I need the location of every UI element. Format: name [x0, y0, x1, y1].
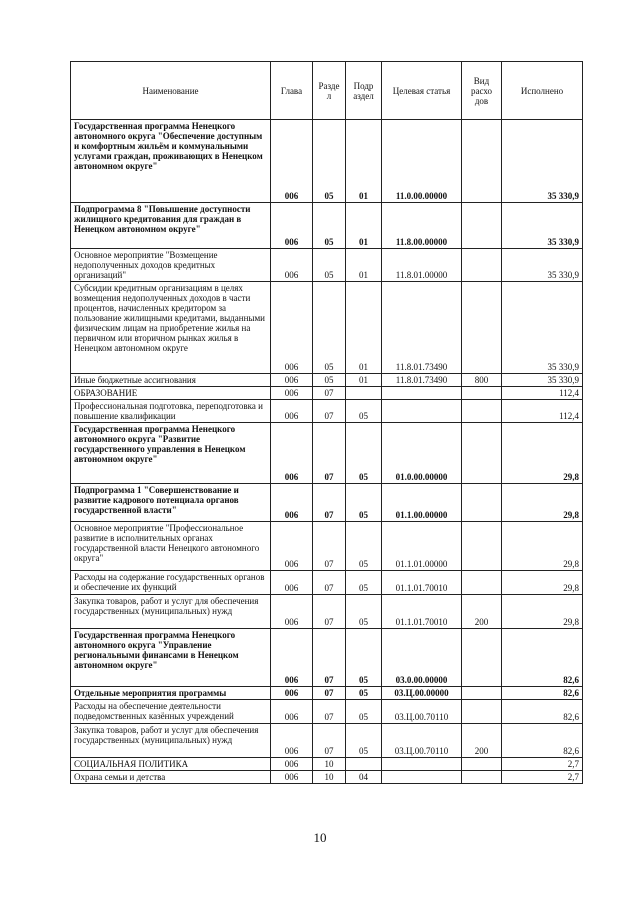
row-target: 03.0.00.00000	[382, 629, 462, 687]
row-target: 03.Ц.00.00000	[382, 687, 462, 700]
table-row	[71, 203, 583, 249]
table-row	[71, 423, 583, 484]
row-name: Подпрограмма 1 "Совершенствование и развитие кадрового потенциала органов государственной власти"	[71, 484, 271, 522]
row-glava: 006	[271, 484, 313, 522]
row-value: 82,6	[502, 629, 583, 687]
table-row	[71, 522, 583, 571]
row-vid	[462, 423, 502, 484]
row-vid	[462, 771, 502, 784]
row-value: 29,8	[502, 423, 583, 484]
row-glava: 006	[271, 687, 313, 700]
row-target	[382, 758, 462, 771]
row-vid	[462, 282, 502, 374]
row-podrazdel: 01	[346, 374, 382, 387]
row-razdel: 10	[313, 758, 346, 771]
row-value: 35 330,9	[502, 374, 583, 387]
row-name: Основное мероприятие "Профессиональное развитие в исполнительных органах государственной власти Ненецкого автономного округа"	[71, 522, 271, 571]
row-glava: 006	[271, 724, 313, 758]
row-razdel: 05	[313, 203, 346, 249]
row-podrazdel: 04	[346, 771, 382, 784]
row-value: 29,8	[502, 595, 583, 629]
row-target	[382, 387, 462, 400]
row-target: 11.8.01.73490	[382, 282, 462, 374]
row-vid	[462, 758, 502, 771]
row-podrazdel: 05	[346, 400, 382, 423]
table-row	[71, 387, 583, 400]
row-target: 03.Ц.00.70110	[382, 724, 462, 758]
row-target: 11.0.00.00000	[382, 120, 462, 203]
table-row	[71, 629, 583, 687]
row-name: Основное мероприятие "Возмещение недополученных доходов кредитных организаций"	[71, 249, 271, 282]
row-glava: 006	[271, 203, 313, 249]
row-value: 82,6	[502, 700, 583, 724]
row-value: 29,8	[502, 484, 583, 522]
table-row	[71, 758, 583, 771]
row-razdel: 07	[313, 400, 346, 423]
row-glava: 006	[271, 700, 313, 724]
row-razdel: 05	[313, 249, 346, 282]
row-razdel: 07	[313, 700, 346, 724]
row-name: Государственная программа Ненецкого автономного округа "Развитие государственного управления в Ненецком автономном округе"	[71, 423, 271, 484]
row-name: Отдельные мероприятия программы	[71, 687, 271, 700]
row-name: Закупка товаров, работ и услуг для обеспечения государственных (муниципальных) нужд	[71, 595, 271, 629]
row-vid	[462, 571, 502, 595]
row-name: Иные бюджетные ассигнования	[71, 374, 271, 387]
row-glava: 006	[271, 249, 313, 282]
row-target: 01.1.01.70010	[382, 595, 462, 629]
header-name: Наименование	[71, 62, 271, 120]
row-name: Закупка товаров, работ и услуг для обеспечения государственных (муниципальных) нужд	[71, 724, 271, 758]
row-razdel: 07	[313, 571, 346, 595]
row-target: 11.8.01.73490	[382, 374, 462, 387]
row-value: 2,7	[502, 771, 583, 784]
row-glava: 006	[271, 400, 313, 423]
row-vid	[462, 484, 502, 522]
row-target	[382, 771, 462, 784]
row-value: 35 330,9	[502, 249, 583, 282]
row-name: Субсидии кредитным организациям в целях возмещения недополученных доходов в части процентов, начисленных кредитором за пользование жилищными кредитами, выданными физическим лицам на приобретение жилья на первичном или вторичном рынках жилья в Ненецком автономном округе	[71, 282, 271, 374]
row-podrazdel: 05	[346, 423, 382, 484]
row-name: СОЦИАЛЬНАЯ ПОЛИТИКА	[71, 758, 271, 771]
row-podrazdel: 05	[346, 700, 382, 724]
row-value: 112,4	[502, 387, 583, 400]
row-value: 112,4	[502, 400, 583, 423]
table-row	[71, 700, 583, 724]
row-razdel: 07	[313, 629, 346, 687]
row-podrazdel: 01	[346, 282, 382, 374]
row-target: 11.8.01.00000	[382, 249, 462, 282]
row-value: 35 330,9	[502, 120, 583, 203]
header-razdel: Разде л	[313, 62, 346, 120]
row-name: Расходы на содержание государственных органов и обеспечение их функций	[71, 571, 271, 595]
table-row	[71, 595, 583, 629]
row-razdel: 05	[313, 120, 346, 203]
row-target: 01.1.00.00000	[382, 484, 462, 522]
row-name: ОБРАЗОВАНИЕ	[71, 387, 271, 400]
row-value: 35 330,9	[502, 203, 583, 249]
table-row	[71, 282, 583, 374]
table-row	[71, 120, 583, 203]
row-glava: 006	[271, 758, 313, 771]
row-podrazdel: 05	[346, 724, 382, 758]
row-razdel: 05	[313, 282, 346, 374]
row-value: 82,6	[502, 687, 583, 700]
row-podrazdel: 05	[346, 629, 382, 687]
row-glava: 006	[271, 282, 313, 374]
row-value: 82,6	[502, 724, 583, 758]
header-row	[71, 62, 583, 120]
row-razdel: 05	[313, 374, 346, 387]
row-podrazdel: 05	[346, 571, 382, 595]
row-glava: 006	[271, 595, 313, 629]
page-number: 10	[313, 830, 327, 845]
row-value: 35 330,9	[502, 282, 583, 374]
row-target: 01.1.01.70010	[382, 571, 462, 595]
row-vid	[462, 629, 502, 687]
table-row	[71, 400, 583, 423]
row-name: Государственная программа Ненецкого автономного округа "Управление региональными финансами в Ненецком автономном округе"	[71, 629, 271, 687]
row-target: 11.8.00.00000	[382, 203, 462, 249]
header-podrazdel: Подр аздел	[346, 62, 382, 120]
row-glava: 006	[271, 771, 313, 784]
header-target: Целевая статья	[382, 62, 462, 120]
row-target: 01.1.01.00000	[382, 522, 462, 571]
row-name: Государственная программа Ненецкого автономного округа "Обеспечение доступным и комфортным жильём и коммунальными услугами граждан, проживающих в Ненецком автономном округе"	[71, 120, 271, 203]
table-row	[71, 687, 583, 700]
row-vid: 200	[462, 724, 502, 758]
row-razdel: 07	[313, 387, 346, 400]
row-vid	[462, 687, 502, 700]
row-value: 29,8	[502, 571, 583, 595]
row-vid	[462, 700, 502, 724]
row-target: 03.Ц.00.70110	[382, 700, 462, 724]
row-glava: 006	[271, 374, 313, 387]
budget-table	[70, 61, 583, 784]
row-vid: 200	[462, 595, 502, 629]
table-row	[71, 374, 583, 387]
row-razdel: 07	[313, 595, 346, 629]
row-podrazdel: 05	[346, 595, 382, 629]
row-glava: 006	[271, 571, 313, 595]
row-vid	[462, 203, 502, 249]
row-glava: 006	[271, 120, 313, 203]
table-row	[71, 249, 583, 282]
row-vid	[462, 120, 502, 203]
row-name: Охрана семьи и детства	[71, 771, 271, 784]
row-podrazdel: 05	[346, 687, 382, 700]
row-glava: 006	[271, 423, 313, 484]
row-vid	[462, 522, 502, 571]
row-podrazdel: 01	[346, 120, 382, 203]
row-name: Подпрограмма 8 "Повышение доступности жилищного кредитования для граждан в Ненецком автономном округе"	[71, 203, 271, 249]
row-podrazdel: 05	[346, 522, 382, 571]
table-row	[71, 724, 583, 758]
row-podrazdel	[346, 387, 382, 400]
row-name: Расходы на обеспечение деятельности подведомственных казённых учреждений	[71, 700, 271, 724]
row-target	[382, 400, 462, 423]
row-value: 29,8	[502, 522, 583, 571]
table-row	[71, 771, 583, 784]
row-name: Профессиональная подготовка, переподготовка и повышение квалификации	[71, 400, 271, 423]
row-razdel: 07	[313, 423, 346, 484]
row-glava: 006	[271, 629, 313, 687]
row-vid	[462, 387, 502, 400]
row-glava: 006	[271, 522, 313, 571]
row-podrazdel: 01	[346, 203, 382, 249]
header-glava: Глава	[271, 62, 313, 120]
row-podrazdel: 01	[346, 249, 382, 282]
row-podrazdel: 05	[346, 484, 382, 522]
row-target: 01.0.00.00000	[382, 423, 462, 484]
row-razdel: 07	[313, 522, 346, 571]
row-razdel: 07	[313, 724, 346, 758]
header-executed: Исполнено	[502, 62, 583, 120]
row-vid: 800	[462, 374, 502, 387]
row-razdel: 10	[313, 771, 346, 784]
table-row	[71, 484, 583, 522]
row-podrazdel	[346, 758, 382, 771]
row-razdel: 07	[313, 687, 346, 700]
row-value: 2,7	[502, 758, 583, 771]
table-row	[71, 571, 583, 595]
row-razdel: 07	[313, 484, 346, 522]
header-vid: Вид расхо дов	[462, 62, 502, 120]
row-vid	[462, 400, 502, 423]
row-vid	[462, 249, 502, 282]
row-glava: 006	[271, 387, 313, 400]
